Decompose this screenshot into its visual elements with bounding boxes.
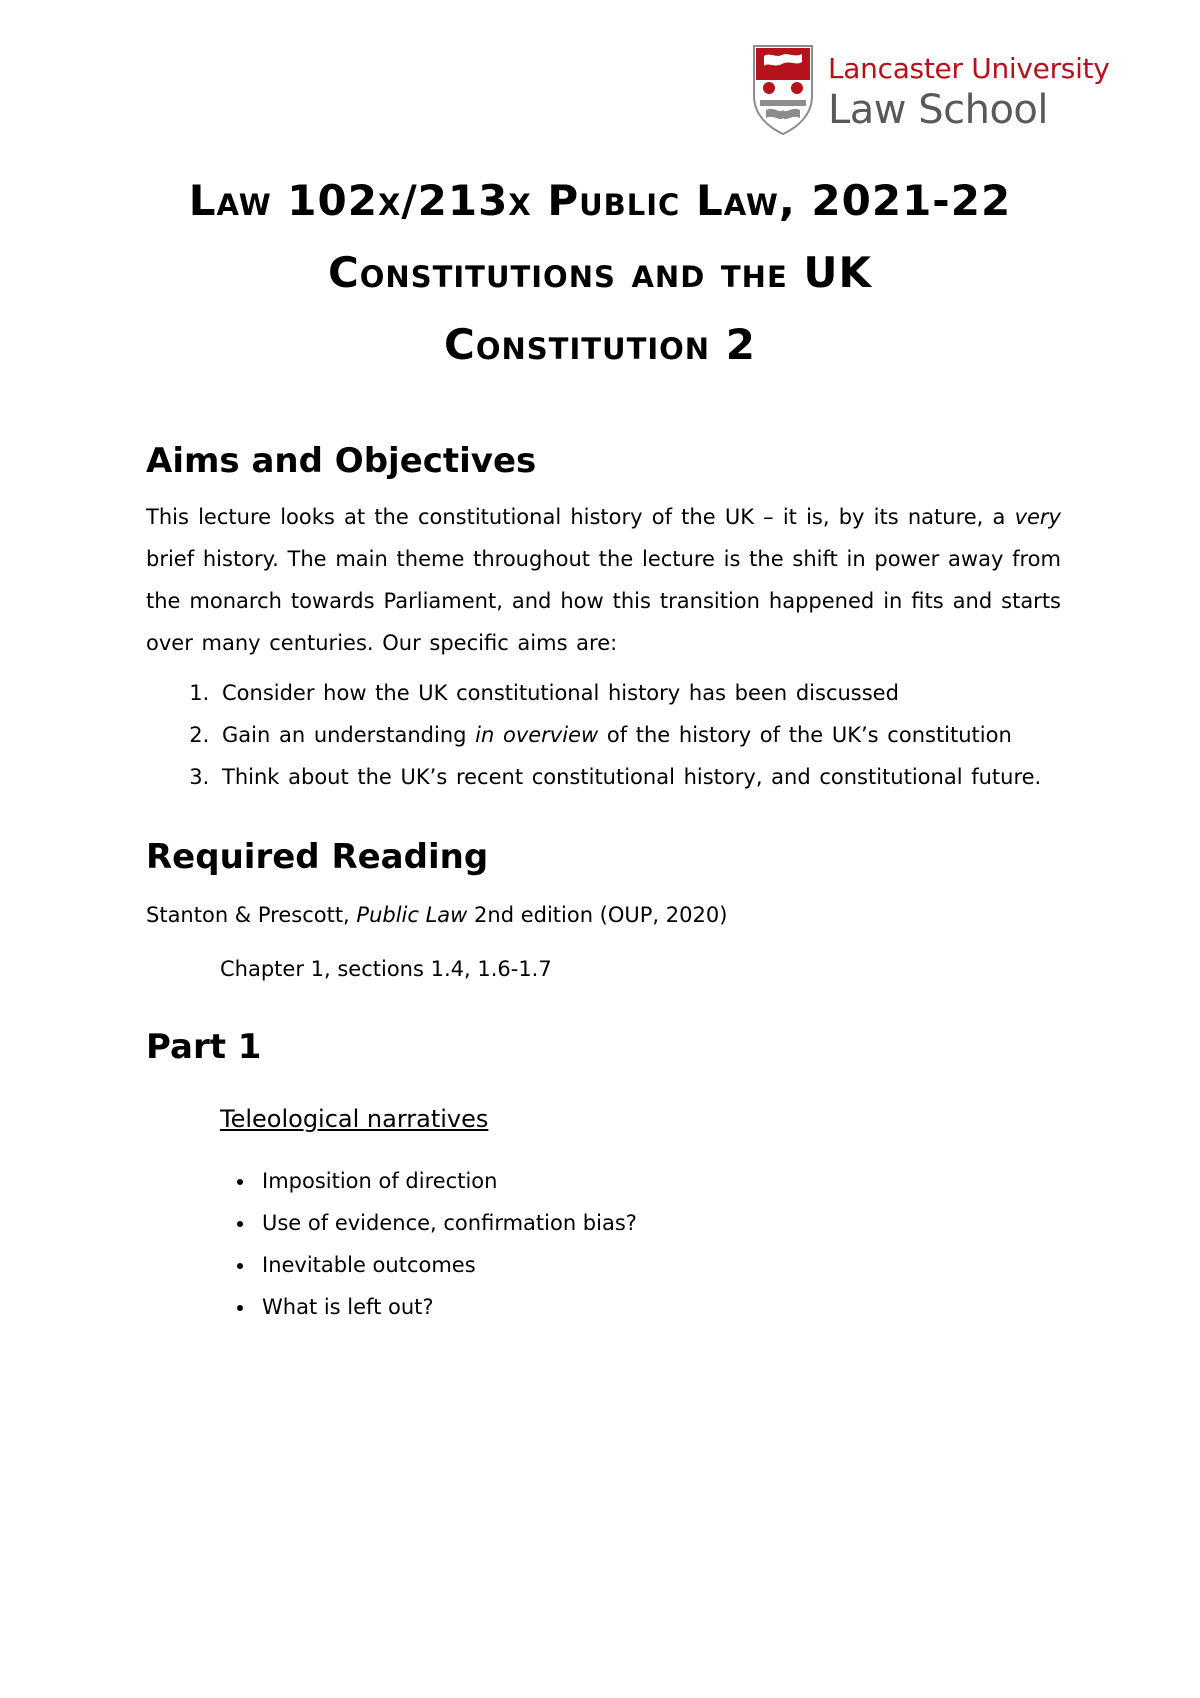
aims-list bbox=[146, 672, 1061, 798]
reading-chapter: Chapter 1, sections 1.4, 1.6-1.7 bbox=[220, 957, 552, 981]
aims-list-item bbox=[218, 672, 1061, 714]
title-line-3: Constitution 2 bbox=[444, 320, 756, 369]
aims-intro-part-a: This lecture looks at the constitutional history of the UK – it is, by its nature, a bbox=[146, 505, 1015, 529]
aims-item-text: Think about the UK’s recent constitutional history, and constitutional future. bbox=[222, 765, 1042, 789]
list-item: • Use of evidence, confirmation bias? bbox=[256, 1202, 1061, 1244]
aims-list-item bbox=[218, 756, 1061, 798]
reading-citation-title: Public Law bbox=[356, 903, 468, 927]
title-line-1: Law 102x/213x Public Law, 2021-22 bbox=[188, 176, 1012, 225]
logo-university-name: Lancaster University bbox=[828, 52, 1110, 85]
reading-citation-authors: Stanton & Prescott, bbox=[146, 903, 357, 927]
aims-item-emphasis: in overview bbox=[475, 723, 599, 747]
aims-heading: Aims and Objectives bbox=[146, 441, 537, 481]
reading-heading: Required Reading bbox=[146, 837, 489, 877]
list-item: • Imposition of direction bbox=[256, 1160, 1061, 1202]
document-title bbox=[0, 176, 1200, 392]
reading-citation bbox=[146, 900, 1061, 930]
aims-item-text-a: Gain an understanding bbox=[222, 723, 476, 747]
aims-intro-part-b: brief history. The main theme throughout the lecture is the shift in power away from the monarch towards Parliament, and how this transition happened in fits and starts over many centuries. Our specific aims are: bbox=[146, 547, 1061, 655]
part1-heading: Part 1 bbox=[146, 1027, 262, 1067]
document-body bbox=[146, 440, 1061, 1328]
aims-item-text: Consider how the UK constitutional history has been discussed bbox=[222, 681, 899, 705]
reading-citation-edition: 2nd edition (OUP, 2020) bbox=[467, 903, 728, 927]
aims-intro-emphasis: very bbox=[1014, 505, 1061, 529]
title-line-2: Constitutions and the UK bbox=[327, 248, 873, 297]
list-item: • Inevitable outcomes bbox=[256, 1244, 1061, 1286]
part1-bullet-list bbox=[146, 1160, 1061, 1328]
university-crest-icon bbox=[752, 44, 814, 136]
university-logo bbox=[752, 44, 1110, 136]
aims-intro bbox=[146, 496, 1061, 664]
logo-school-name: Law School bbox=[828, 87, 1049, 133]
list-item: • What is left out? bbox=[256, 1286, 1061, 1328]
aims-item-text-b: of the history of the UK’s constitution bbox=[598, 723, 1012, 747]
part1-subheading: Teleological narratives bbox=[220, 1105, 489, 1133]
aims-list-item bbox=[218, 714, 1061, 756]
